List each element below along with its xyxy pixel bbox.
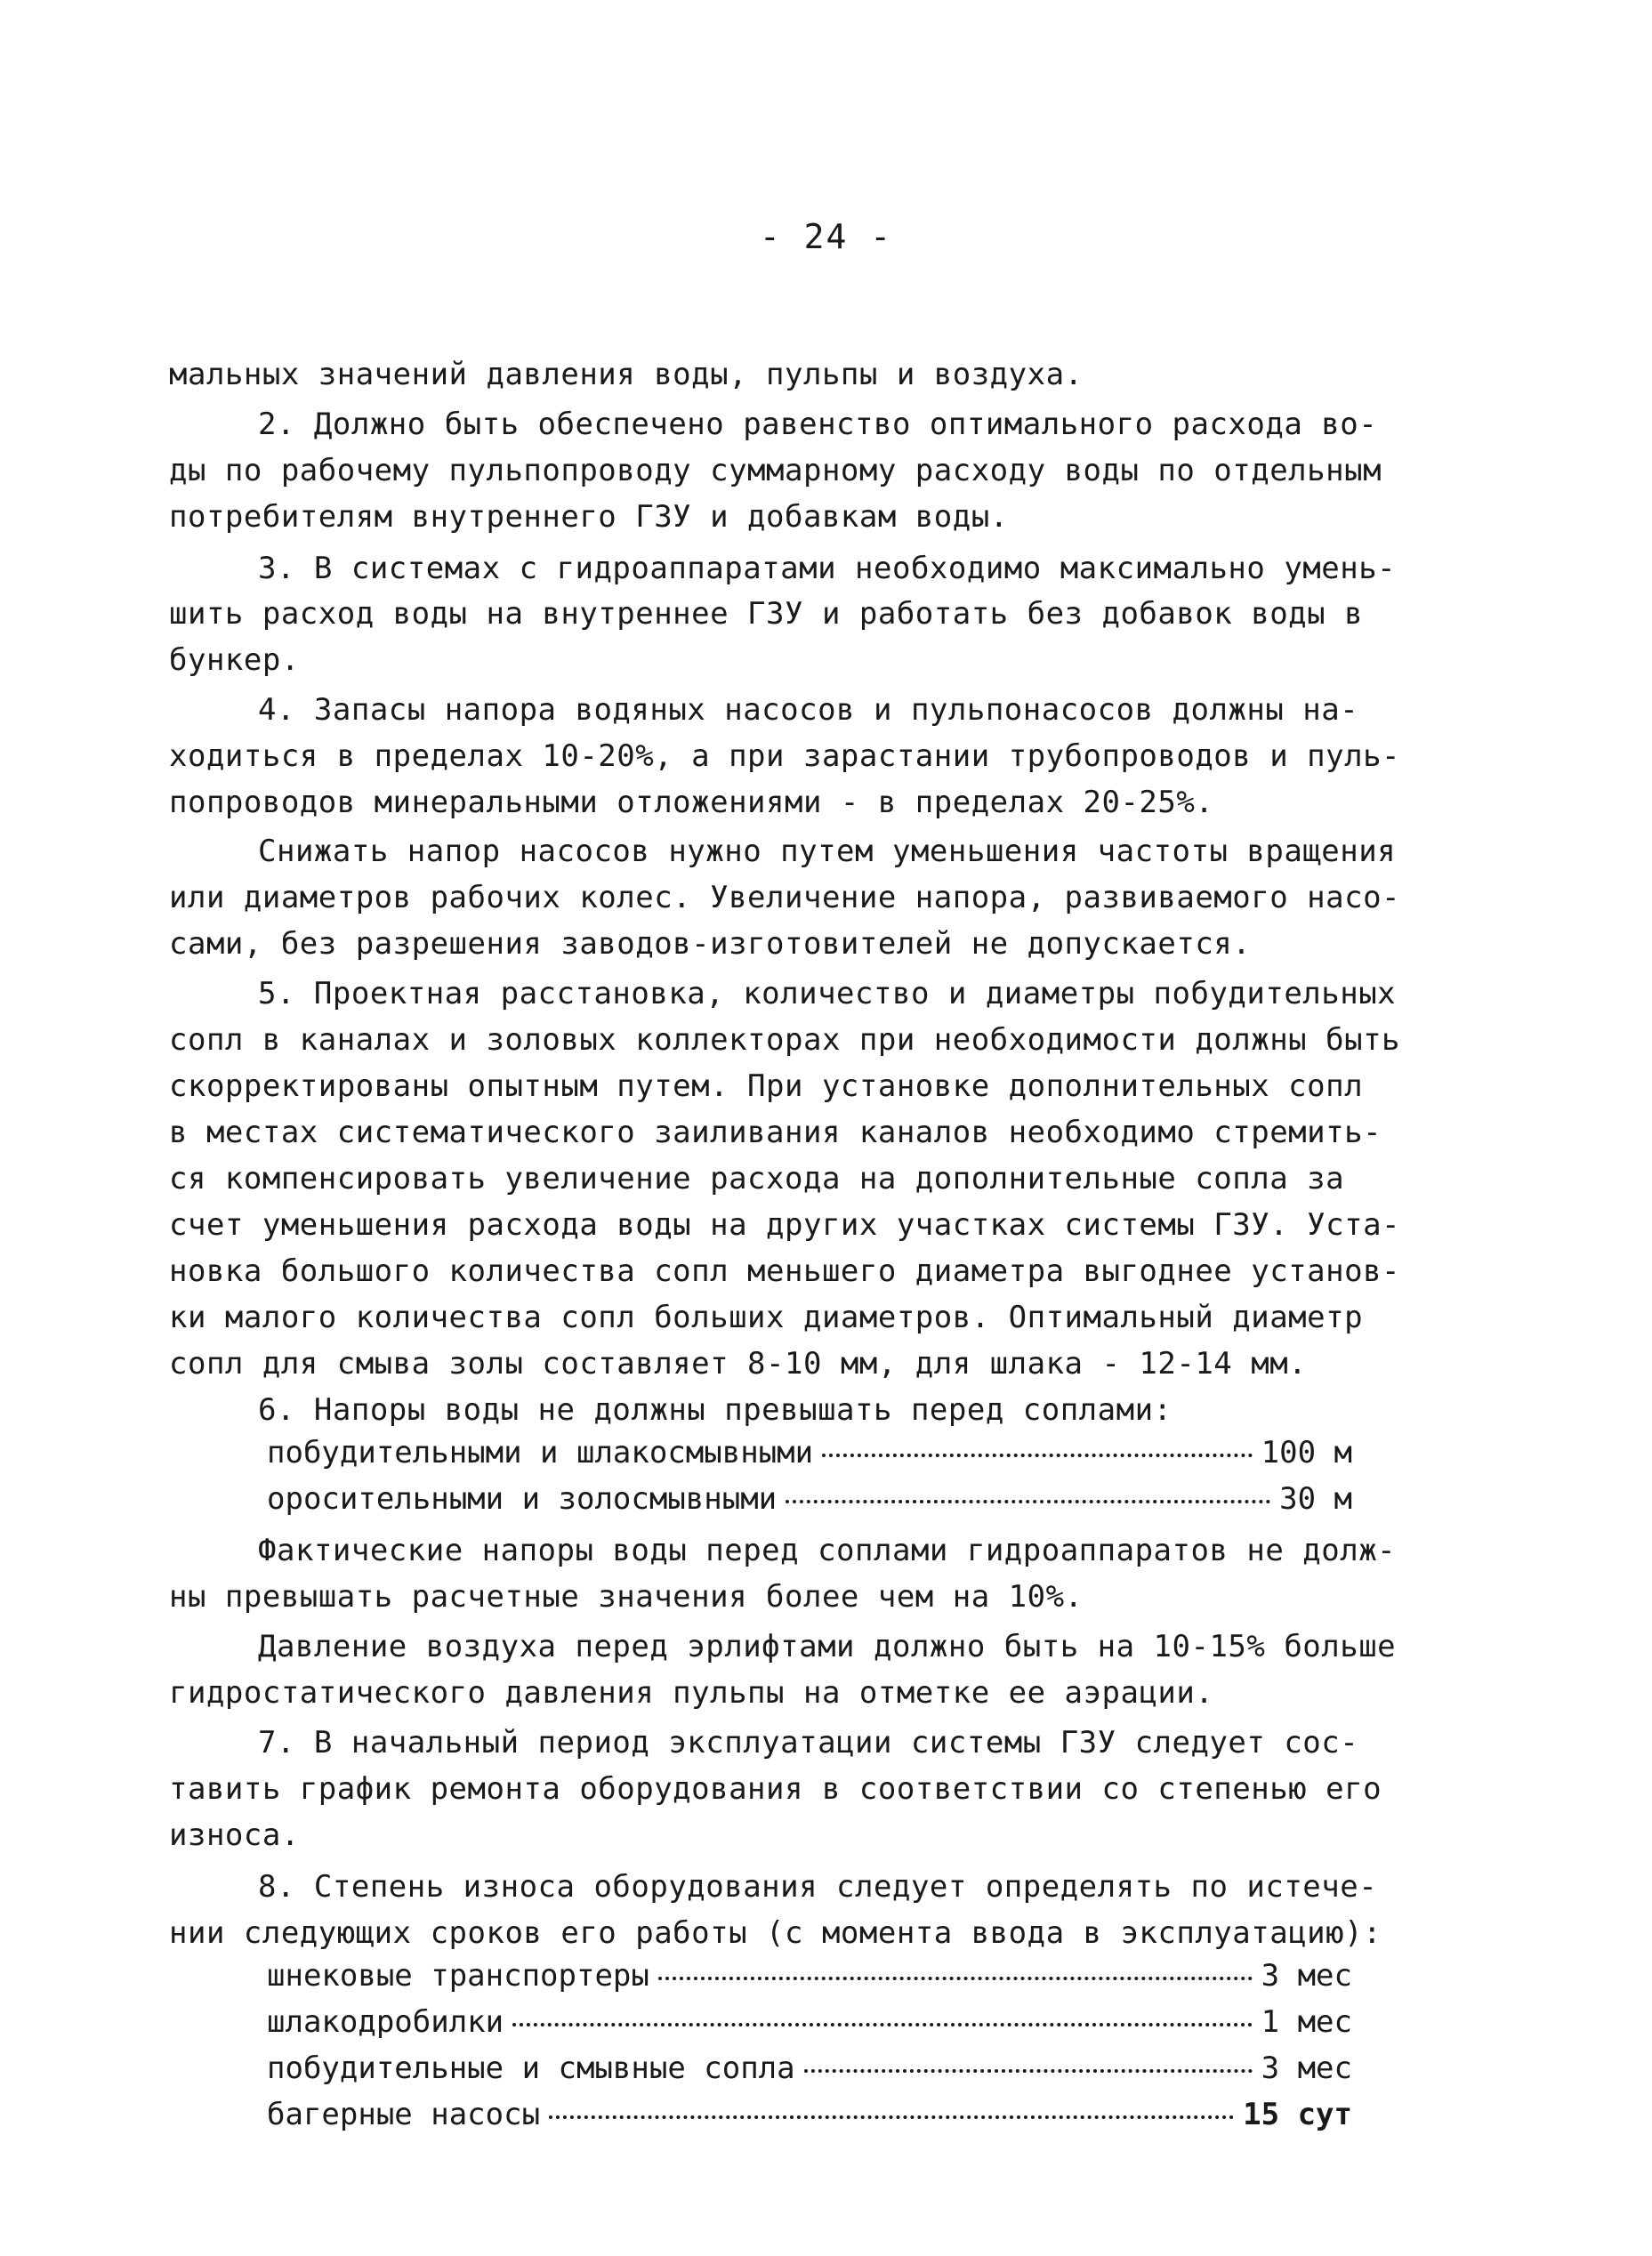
text-line: ны превышать расчетные значения более чем на 10%.	[169, 1579, 1084, 1615]
text-line: 8. Степень износа оборудования следует определять по истече-	[258, 1869, 1378, 1905]
text-line: мальных значений давления воды, пульпы и воздуха.	[169, 357, 1084, 392]
wear-row	[267, 1958, 1352, 1996]
text-line: попроводов минеральными отложениями - в пределах 20-25%.	[169, 785, 1214, 820]
text-line: в местах систематического заиливания каналов необходимо стремить-	[169, 1115, 1382, 1150]
dot-leader	[512, 2023, 1253, 2026]
wear-label: шнековые транспортеры	[267, 1958, 649, 1994]
wear-value: 3 мес	[1261, 2051, 1352, 2086]
text-line: тавить график ремонта оборудования в соответствии со степенью его	[169, 1771, 1382, 1807]
wear-value: 3 мес	[1261, 1958, 1352, 1994]
text-line: сопл в каналах и золовых коллекторах при необходимости должны быть	[169, 1022, 1401, 1058]
text-line: 7. В начальный период эксплуатации системы ГЗУ следует сос-	[258, 1725, 1359, 1760]
text-line: потребителям внутреннего ГЗУ и добавкам воды.	[169, 499, 1009, 535]
text-line: новка большого количества сопл меньшего диаметра выгоднее установ-	[169, 1253, 1401, 1289]
text-line: сопл для смыва золы составляет 8-10 мм, для шлака - 12-14 мм.	[169, 1346, 1308, 1382]
text-line: нии следующих сроков его работы (с момента ввода в эксплуатацию):	[169, 1915, 1382, 1951]
text-line: износа.	[169, 1817, 300, 1853]
wear-value: 1 мес	[1261, 2004, 1352, 2040]
dot-leader	[786, 1500, 1270, 1503]
wear-row	[267, 2053, 1352, 2089]
wear-row	[267, 2099, 1352, 2135]
pressure-label: побудительными и шлакосмывными	[267, 1435, 814, 1470]
text-line: бункер.	[169, 642, 300, 678]
text-line: ся компенсировать увеличение расхода на дополнительные сопла за	[169, 1161, 1345, 1196]
text-line: ды по рабочему пульпопроводу суммарному расходу воды по отдельным	[169, 453, 1382, 488]
pressure-value: 100 м	[1261, 1435, 1352, 1470]
pressure-label: оросительными и золосмывными	[267, 1481, 778, 1517]
text-line: ки малого количества сопл больших диаметров. Оптимальный диаметр	[169, 1300, 1364, 1335]
dot-leader	[804, 2069, 1253, 2073]
text-line: 5. Проектная расстановка, количество и диаметры побудительных	[258, 976, 1397, 1011]
pressure-value: 30 м	[1279, 1481, 1352, 1517]
page-number: - 24 -	[759, 217, 893, 256]
pressure-row	[267, 1435, 1352, 1473]
dot-leader	[658, 1977, 1253, 1980]
text-line: 2. Должно быть обеспечено равенство оптимального расхода во-	[258, 407, 1378, 442]
wear-label: багерные насосы	[267, 2097, 541, 2132]
wear-label: шлакодробилки	[267, 2004, 504, 2040]
text-line: или диаметров рабочих колес. Увеличение напора, развиваемого насо-	[169, 880, 1401, 915]
text-line: шить расход воды на внутреннее ГЗУ и работать без добавок воды в	[169, 596, 1364, 632]
dot-leader	[822, 1454, 1253, 1457]
wear-label: побудительные и смывные сопла	[267, 2051, 795, 2086]
text-line: сами, без разрешения заводов-изготовителей не допускается.	[169, 926, 1252, 962]
dot-leader	[549, 2115, 1234, 2119]
text-line: счет уменьшения расхода воды на других участках системы ГЗУ. Уста-	[169, 1207, 1401, 1243]
text-line: 6. Напоры воды не должны превышать перед соплами:	[258, 1392, 1173, 1428]
wear-value: 15 сут	[1243, 2097, 1352, 2132]
text-line: Давление воздуха перед эрлифтами должно быть на 10-15% больше	[258, 1629, 1397, 1664]
text-line: 4. Запасы напора водяных насосов и пульпонасосов должны на-	[258, 692, 1359, 728]
text-line: ходиться в пределах 10-20%, а при зарастании трубопроводов и пуль-	[169, 738, 1401, 774]
wear-row	[267, 2004, 1352, 2042]
pressure-row	[267, 1481, 1352, 1519]
text-line: гидростатического давления пульпы на отметке ее аэрации.	[169, 1675, 1214, 1711]
text-line: скорректированы опытным путем. При установке дополнительных сопл	[169, 1068, 1364, 1104]
text-line: Фактические напоры воды перед соплами гидроаппаратов не долж-	[258, 1533, 1397, 1568]
text-line: Снижать напор насосов нужно путем уменьшения частоты вращения	[258, 834, 1397, 869]
text-line: 3. В системах с гидроаппаратами необходимо максимально умень-	[258, 551, 1397, 586]
